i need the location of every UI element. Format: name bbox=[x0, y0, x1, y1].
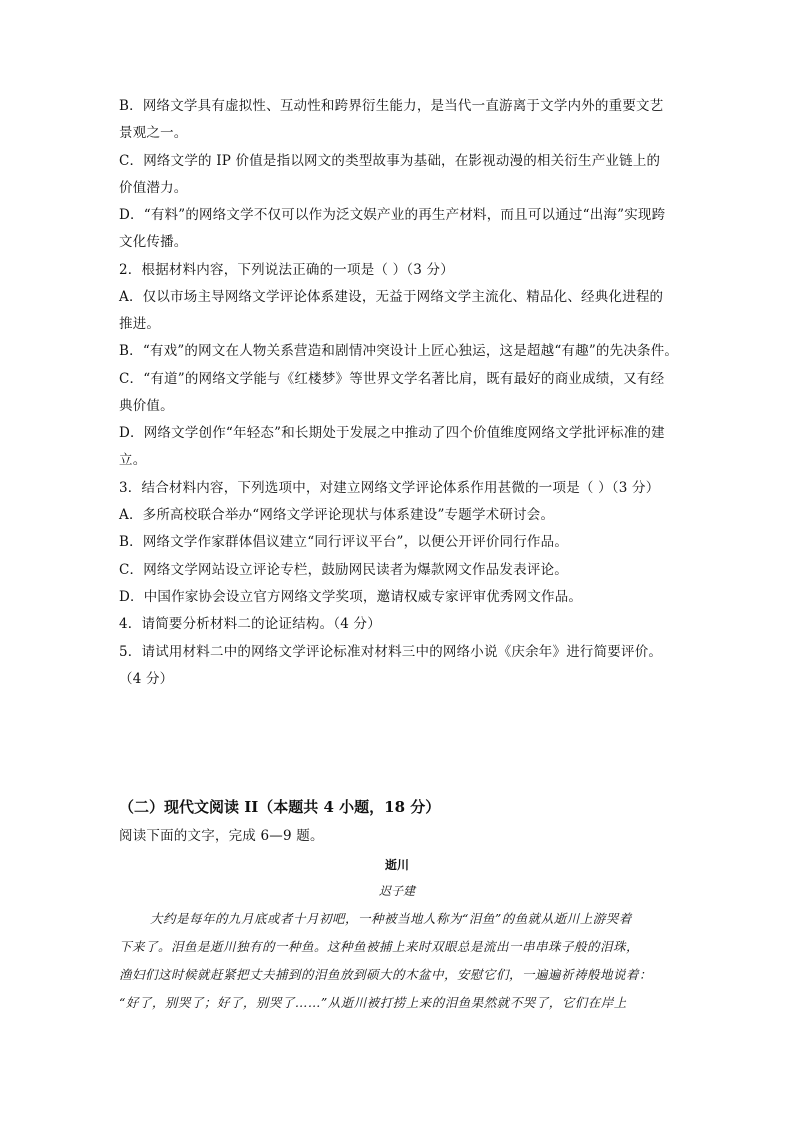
q2-option-a-line2: 推进。 bbox=[119, 316, 161, 332]
passage-line: “好了，别哭了；好了，别哭了……”从逝川被打捞上来的泪鱼果然就不哭了，它们在岸上 bbox=[119, 995, 627, 1010]
q3-option-a: A．多所高校联合举办“网络文学评论现状与体系建设”专题学术研讨会。 bbox=[119, 507, 555, 523]
q3-option-b: B．网络文学作家群体倡议建立“同行评议平台”，以便公开评价同行作品。 bbox=[119, 534, 569, 550]
q2-option-a-line1: A．仅以市场主导网络文学评论体系建设，无益于网络文学主流化、精品化、经典化进程的 bbox=[119, 289, 664, 305]
q1-option-b-line2: 景观之一。 bbox=[119, 125, 188, 141]
passage-author: 迟子建 bbox=[378, 884, 415, 898]
q3-option-d: D．中国作家协会设立官方网络文学奖项，邀请权威专家评审优秀网文作品。 bbox=[119, 589, 583, 605]
q2-option-d-line2: 立。 bbox=[119, 452, 147, 468]
q3-option-c: C．网络文学网站设立评论专栏，鼓励网民读者为爆款网文作品发表评论。 bbox=[119, 562, 568, 578]
q5-stem-line2: （4 分） bbox=[119, 671, 174, 687]
section-heading: （二）现代文阅读 II（本题共 4 小题，18 分） bbox=[119, 798, 441, 816]
q1-option-c-line1: C．网络文学的 IP 价值是指以网文的类型故事为基础，在影视动漫的相关衍生产业链上的 bbox=[119, 153, 661, 169]
q1-option-c-line2: 价值潜力。 bbox=[119, 180, 188, 196]
passage-line: 下来了。泪鱼是逝川独有的一种鱼。这种鱼被捕上来时双眼总是流出一串串珠子般的泪珠， bbox=[119, 939, 640, 954]
q3-stem: 3．结合材料内容，下列选项中，对建立网络文学评论体系作用甚微的一项是（ ）（3 分） bbox=[119, 480, 660, 496]
q2-option-b-line1: B．“有戏”的网文在人物关系营造和剧情冲突设计上匠心独运，这是超越“有趣”的先决条件。 bbox=[119, 343, 679, 359]
passage-line: 大约是每年的九月底或者十月初吧，一种被当地人称为“泪鱼”的鱼就从逝川上游哭着 bbox=[150, 911, 632, 926]
q2-option-c-line1: C．“有道”的网络文学能与《红楼梦》等世界文学名著比肩，既有最好的商业成绩，又有经 bbox=[119, 371, 665, 387]
q2-option-d-line1: D．网络文学创作“年轻态”和长期处于发展之中推动了四个价值维度网络文学批评标准的建 bbox=[119, 425, 665, 441]
section-instruction: 阅读下面的文字，完成 6—9 题。 bbox=[119, 828, 324, 844]
q1-option-d-line1: D．“有料”的网络文学不仅可以作为泛文娱产业的再生产材料，而且可以通过“出海”实现跨 bbox=[119, 207, 666, 223]
q1-option-d-line2: 文化传播。 bbox=[119, 234, 188, 250]
q2-stem: 2．根据材料内容，下列说法正确的一项是（ ）（3 分） bbox=[119, 262, 454, 278]
q1-option-b-line1: B．网络文学具有虚拟性、互动性和跨界衍生能力，是当代一直游离于文学内外的重要文艺 bbox=[119, 98, 664, 114]
q4-stem: 4．请简要分析材料二的论证结构。（4 分） bbox=[119, 616, 381, 632]
passage-line: 渔妇们这时候就赶紧把丈夫捕到的泪鱼放到硕大的木盆中，安慰它们，一遍遍祈祷般地说着： bbox=[119, 967, 653, 982]
q5-stem-line1: 5．请试用材料二中的网络文学评论标准对材料三中的网络小说《庆余年》进行简要评价。 bbox=[119, 644, 663, 660]
q2-option-c-line2: 典价值。 bbox=[119, 398, 174, 414]
passage-title: 逝川 bbox=[384, 858, 409, 872]
